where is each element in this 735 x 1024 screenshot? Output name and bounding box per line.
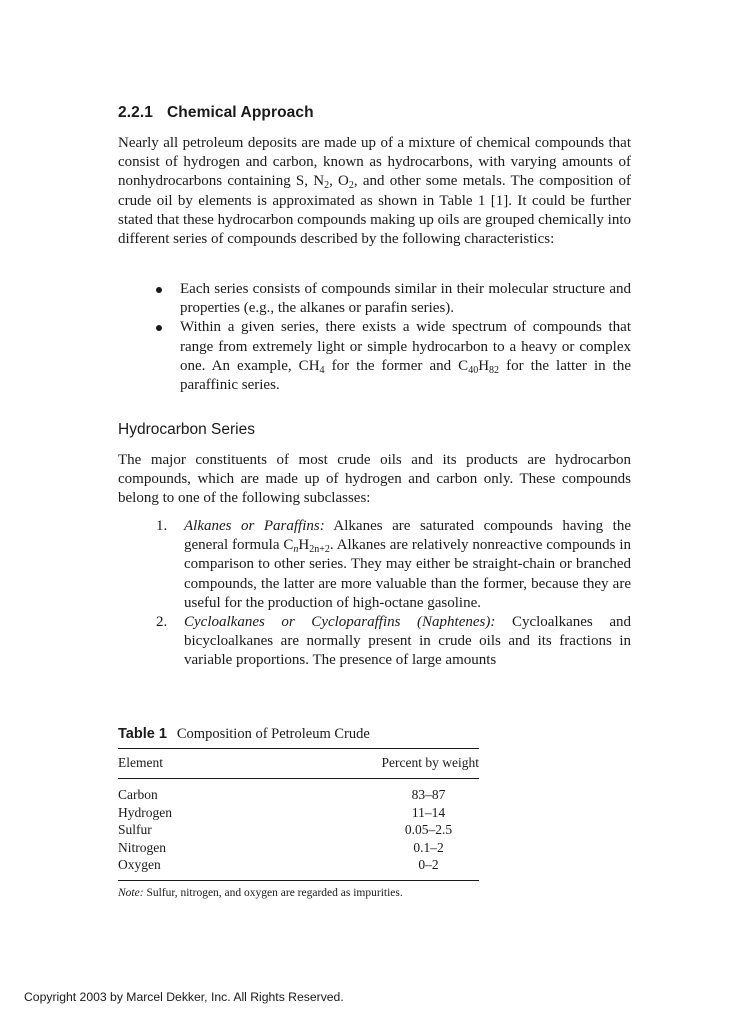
list-item (156, 318, 631, 395)
cell-percent: 0.05–2.5 (404, 822, 453, 838)
intro-text-3: , and other some metals. The composition of crude oil by elements is approximated as shown in Table 1 [1]. It could be further stated that these hydrocarbon compounds making up oils are grouped chemically into different series of compounds described by the following characteristics: (118, 173, 631, 248)
header-element: Element (118, 755, 163, 770)
intro-sub-2: 2 (348, 180, 354, 192)
item-term: Alkanes or Paraffins: (184, 518, 325, 534)
table-note (118, 887, 479, 899)
series-paragraph: The major constituents of most crude oils and its products are hydrocarbon compounds, which are made up of hydrogen and carbon only. These compounds belong to one of the following subclasses: (118, 452, 631, 507)
item-text-1c: . Alkanes are relatively nonreactive compounds in comparison to other series. They may either be straight-chain or branched compounds, the latter are more valuable than the former, because they are useful for the production of high-octane gasoline. (184, 537, 631, 611)
bullet-sub-1: 4 (319, 364, 325, 376)
note-label: Note: (118, 886, 144, 899)
table-row (118, 856, 479, 874)
section-title: Chemical Approach (166, 104, 314, 121)
bullet-text-1: Each series consists of compounds similar in their molecular structure and properties (e.g., the alkanes or parafin series). (180, 281, 631, 317)
table-row (118, 804, 479, 822)
cell-element: Nitrogen (118, 839, 166, 855)
item-sub-2: 2n+2 (309, 544, 330, 556)
cell-percent: 11–14 (411, 804, 446, 820)
item-text-1a: Alkanes are saturated compounds having the general formula C (184, 518, 631, 554)
list-item (156, 613, 631, 671)
list-item (156, 517, 631, 613)
item-term: Cycloalkanes or Cycloparaffins (Naphtenes): (184, 614, 496, 631)
cell-element: Hydrogen (118, 804, 172, 820)
table-caption (118, 726, 479, 748)
item-text-2a: Cycloalkanes and bicycloalkanes are normally present in crude oils and its fractions in variable proportions. The presence of large amounts (184, 614, 632, 669)
list-item (156, 280, 631, 318)
cell-element: Sulfur (118, 822, 152, 838)
table-body (118, 779, 479, 880)
table-bottom-rule (118, 880, 479, 881)
cell-percent: 0–2 (418, 857, 439, 873)
bullet-sub-3: 82 (489, 364, 500, 376)
copyright-footer: Copyright 2003 by Marcel Dekker, Inc. All Rights Reserved. (24, 990, 344, 1004)
section-number: 2.2.1 (118, 104, 153, 121)
table-label: Table 1 (118, 726, 167, 742)
item-text-1b: H (298, 537, 310, 554)
table-row (118, 839, 479, 857)
item-number: 2. (156, 614, 168, 631)
cell-percent: 0.1–2 (413, 839, 444, 855)
bullet-text-2a: Within a given series, there exists a wide spectrum of compounds that range from extremely light or simple hydrocarbon to a heavy or complex one. An example, CH (180, 319, 631, 374)
item-number: 1. (156, 518, 168, 534)
bullet-sub-2: 40 (468, 364, 479, 376)
composition-table (118, 726, 479, 899)
section-heading (118, 104, 314, 122)
table-row (118, 786, 479, 804)
subheading: Hydrocarbon Series (118, 421, 255, 438)
bullet-text-2c: H (478, 357, 490, 374)
bullet-text-2b: for the former and C (324, 357, 469, 374)
intro-text-2: , O (329, 173, 349, 190)
table-header (118, 749, 479, 778)
item-sub-1: n (293, 544, 299, 556)
bullet-icon (156, 287, 162, 293)
cell-percent: 83–87 (411, 787, 446, 802)
cell-element: Carbon (118, 787, 158, 802)
table-row (118, 821, 479, 839)
bullet-text-2d: for the latter in the paraffinic series. (180, 357, 632, 394)
intro-sub-1: 2 (324, 180, 330, 192)
intro-text-1: Nearly all petroleum deposits are made up of a mixture of chemical compounds that consist of hydrogen and carbon, known as hydrocarbons, with varying amounts of nonhydrocarbons containing S, N (118, 135, 631, 190)
subclasses-list (156, 517, 631, 671)
bullet-icon (156, 325, 162, 331)
intro-paragraph (118, 134, 631, 249)
note-text: Sulfur, nitrogen, and oxygen are regarded as impurities. (143, 886, 403, 899)
table-title: Composition of Petroleum Crude (176, 726, 370, 742)
characteristics-list (156, 280, 631, 395)
cell-element: Oxygen (118, 857, 161, 873)
header-percent: Percent by weight (381, 755, 479, 770)
